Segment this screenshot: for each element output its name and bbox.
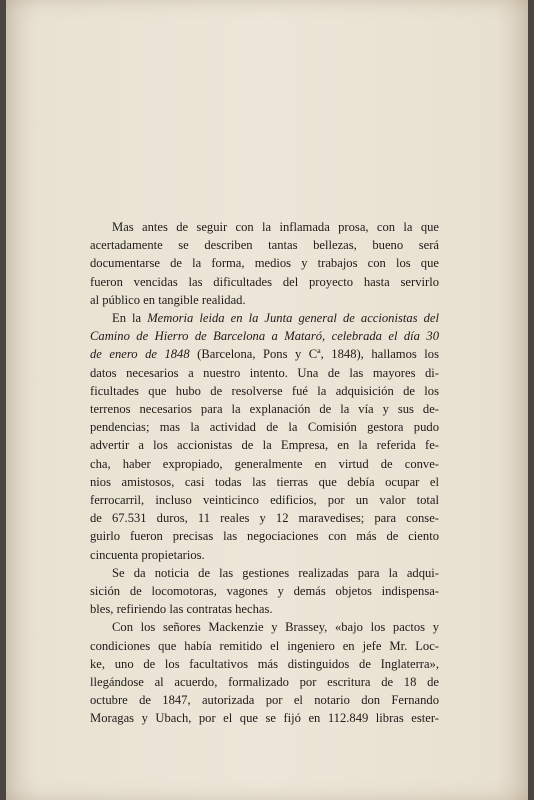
text-line: octubre de 1847, autorizada por el notario don Fernando bbox=[90, 693, 439, 708]
text-line: Con los señores Mackenzie y Brassey, «bajo los pactos y bbox=[112, 620, 439, 635]
text-line: de enero de 1848 (Barcelona, Pons y Cª, 1848), hallamos los bbox=[90, 347, 439, 362]
text-line: ferrocarril, incluso veinticinco edificios, por un valor total bbox=[90, 493, 439, 508]
text-line: acertadamente se describen tantas bellezas, bueno será bbox=[90, 238, 439, 253]
text-line: En la Memoria leida en la Junta general de accionistas del bbox=[112, 311, 439, 326]
text-line: de 67.531 duros, 11 reales y 12 maravedises; para conse- bbox=[90, 511, 439, 526]
book-page bbox=[6, 0, 528, 800]
text-line: llegándose al acuerdo, formalizado por escritura de 18 de bbox=[90, 675, 439, 690]
text-line: al público en tangible realidad. bbox=[90, 292, 246, 307]
text-line: documentarse de la forma, medios y trabajos con los que bbox=[90, 256, 439, 271]
text-line: Moragas y Ubach, por el que se fijó en 112.849 libras ester- bbox=[90, 711, 439, 726]
text-line: pendencias; mas la actividad de la Comisión gestora pudo bbox=[90, 420, 439, 435]
text-line: condiciones que había remitido el ingeniero en jefe Mr. Loc- bbox=[90, 638, 439, 653]
text-line: advertir a los accionistas de la Empresa, en la referida fe- bbox=[90, 438, 439, 453]
paragraph-3 bbox=[90, 564, 439, 619]
paragraph-1 bbox=[90, 218, 439, 309]
text-line: ke, uno de los facultativos más distinguidos de Inglaterra», bbox=[90, 656, 439, 671]
text-line: cincuenta propietarios. bbox=[90, 547, 205, 562]
text-line: nios amistosos, casi todas las tierras que debía ocupar el bbox=[90, 474, 439, 489]
text-line: Se da noticia de las gestiones realizadas para la adqui- bbox=[112, 565, 439, 580]
paragraph-4 bbox=[90, 618, 439, 727]
paragraph-2 bbox=[90, 309, 439, 564]
text-line: sición de locomotoras, vagones y demás objetos indispensa- bbox=[90, 584, 439, 599]
text-line: datos necesarios a nuestro intento. Una de las mayores di- bbox=[90, 365, 439, 380]
text-line: bles, refiriendo las contratas hechas. bbox=[90, 602, 273, 617]
text-line: terrenos necesarios para la explanación de la vía y sus de- bbox=[90, 402, 439, 417]
page-body-text bbox=[90, 218, 439, 728]
text-line: fueron vencidas las dificultades del proyecto hasta servirlo bbox=[90, 274, 439, 289]
text-line: Camino de Hierro de Barcelona a Mataró, celebrada el día 30 bbox=[90, 329, 439, 344]
text-line: cha, haber expropiado, generalmente en virtud de conve- bbox=[90, 456, 439, 471]
text-line: Mas antes de seguir con la inflamada prosa, con la que bbox=[112, 220, 439, 234]
text-line: ficultades que hubo de resolverse fué la adquisición de los bbox=[90, 383, 439, 398]
text-line: guirlo fueron precisas las negociaciones con más de ciento bbox=[90, 529, 439, 544]
